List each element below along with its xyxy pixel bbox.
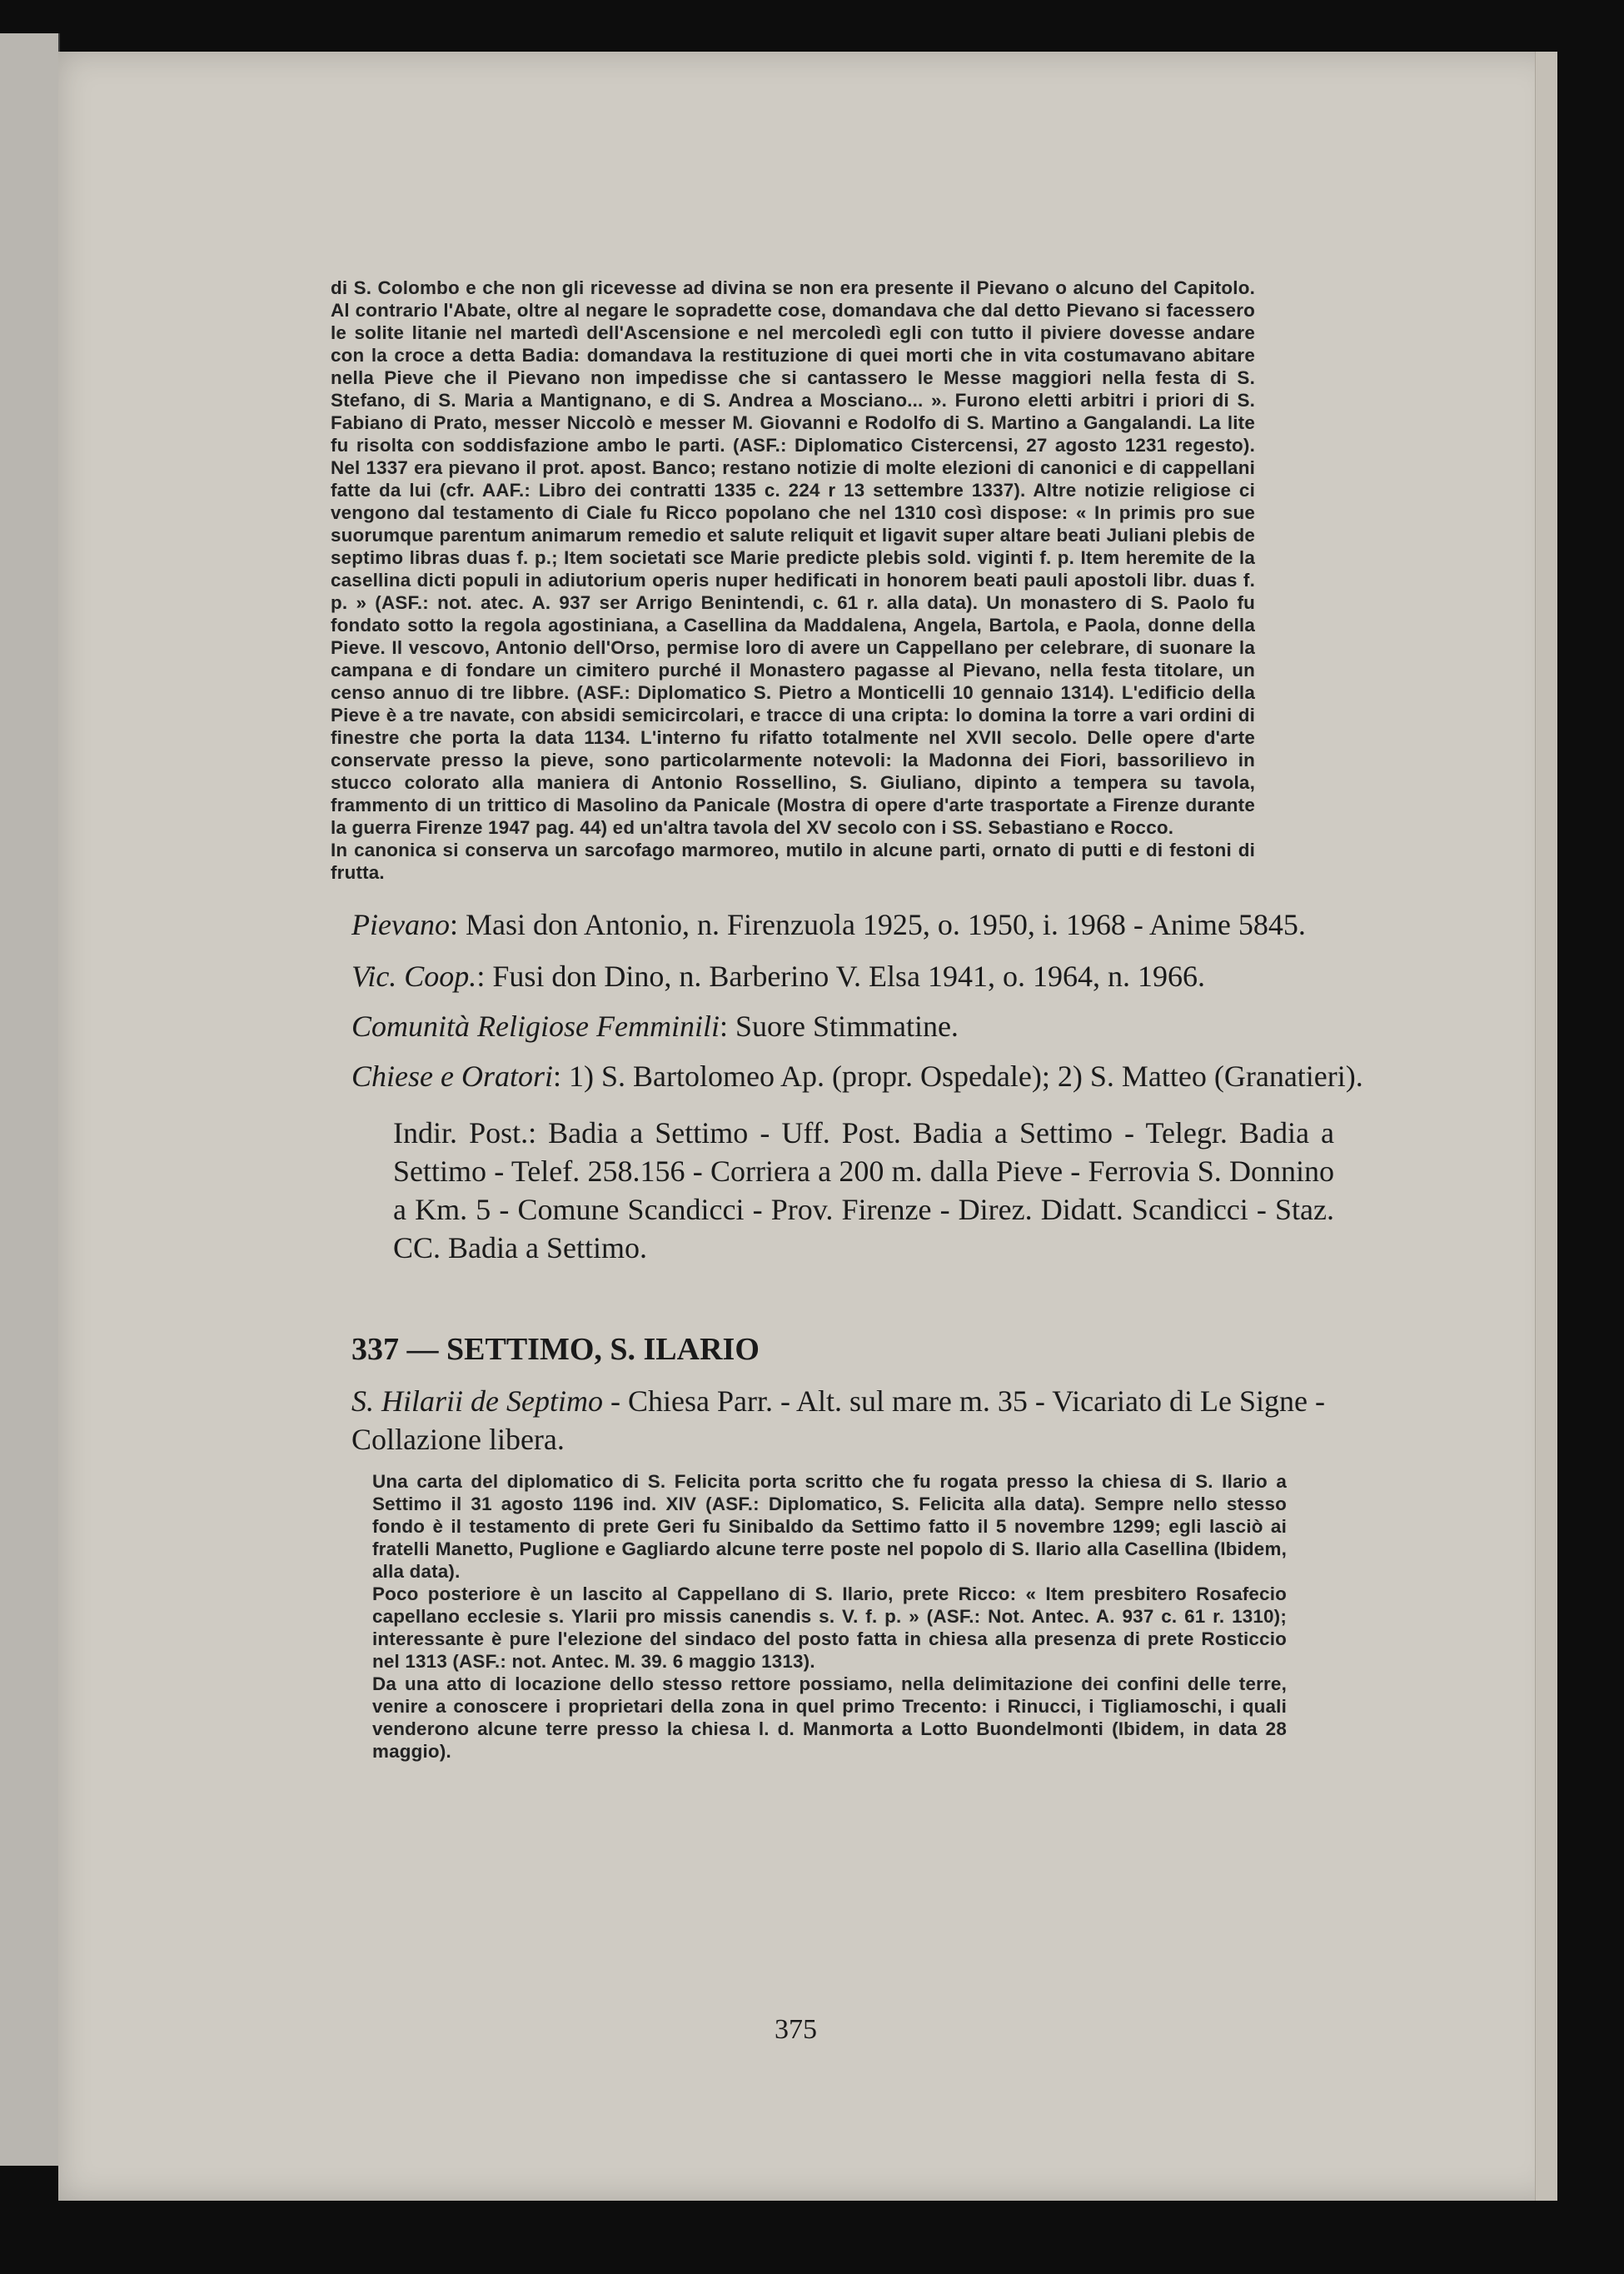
- chiese-entry: [351, 1057, 1367, 1095]
- vicario-entry: [351, 957, 1367, 995]
- comunita-label: Comunità Religiose Femminili: [351, 1010, 720, 1043]
- notes-block-1: [331, 277, 1255, 884]
- section-heading: 337 — SETTIMO, S. ILARIO: [351, 1332, 760, 1367]
- subtitle-text: - Chiesa Parr. - Alt. sul mare m. 35 - Vicariato di Le Signe - Collazione libera.: [351, 1384, 1325, 1456]
- subtitle-label: S. Hilarii de Septimo: [351, 1384, 603, 1418]
- notes-paragraph: In canonica si conserva un sarcofago marmoreo, mutilo in alcune parti, ornato di putti e di festoni di frutta.: [331, 840, 1255, 883]
- pievano-entry: [351, 905, 1367, 944]
- page-edge: [1535, 52, 1557, 2201]
- notes-paragraph: Poco posteriore è un lascito al Cappellano di S. Ilario, prete Ricco: « Item presbitero Rosafecio capellano ecclesie s. Ylarii pro missis canendis s. V. f. p. » (ASF.: Not. Antec. A. 937 c. 61 r. 1310); interessante è pure l'elezione del sindaco del posto fatta in chiesa alla presenza di prete Rosticcio nel 1313 (ASF.: not. Antec. M. 39. 6 maggio 1313).: [372, 1583, 1287, 1672]
- vicario-text: : Fusi don Dino, n. Barberino V. Elsa 1941, o. 1964, n. 1966.: [476, 960, 1205, 993]
- vicario-label: Vic. Coop.: [351, 960, 477, 993]
- book-page: [58, 52, 1557, 2201]
- notes-block-2: [372, 1470, 1287, 1763]
- pievano-text: : Masi don Antonio, n. Firenzuola 1925, o. 1950, i. 1968 - Anime 5845.: [449, 908, 1306, 941]
- section-subtitle: [351, 1382, 1367, 1459]
- facing-page-edge: [0, 33, 60, 2166]
- notes-paragraph: Da una atto di locazione dello stesso rettore possiamo, nella delimitazione dei confini delle terre, venire a conoscere i proprietari della zona in quel primo Trecento: i Rinucci, i Tigliamoschi, i quali venderono alcune terre presso la chiesa l. d. Manmorta a Lotto Buondelmonti (Ibidem, in data 28 maggio).: [372, 1673, 1287, 1762]
- notes-paragraph: di S. Colombo e che non gli ricevesse ad divina se non era presente il Pievano o alcuno del Capitolo. Al contrario l'Abate, oltre al negare le sopradette cose, domandava che dal detto Pievano si facessero le solite litanie nel martedì dell'Ascensione e nel mercoledì egli con tutto il piviere dovesse andare con la croce a detta Badia: domandava la restituzione di quei morti che in vita costumavano abitare nella Pieve che il Pievano non impedisse che si cantassero le Messe maggiori nella festa di S. Stefano, di S. Maria a Mantignano, e di S. Andrea a Mosciano... ». Furono eletti arbitri i priori di S. Fabiano di Prato, messer Niccolò e messer M. Giovanni e Rodolfo di S. Martino a Gangalandi. La lite fu risolta con soddisfazione ambo le parti. (ASF.: Diplomatico Cistercensi, 27 agosto 1231 regesto). Nel 1337 era pievano il prot. apost. Banco; restano notizie di molte elezioni di canonici e di cappellani fatte da lui (cfr. AAF.: Libro dei contratti 1335 c. 224 r 13 settembre 1337). Altre notizie religiose ci vengono dal testamento di Ciale fu Ricco popolano che nel 1310 così dispose: « In primis pro sue suorumque parentum animarum remedio et salute reliquit et ligavit super altare beati Juliani plebis de septimo libras duas f. p.; Item societati sce Marie predicte plebis sold. viginti f. p. Item heremite de la casellina dicti populi in adiutorium operis nuper hedificati in honorem beati pauli apostoli libr. duas f. p. » (ASF.: not. atec. A. 937 ser Arrigo Benintendi, c. 61 r. alla data). Un monastero di S. Paolo fu fondato sotto la regola agostiniana, a Casellina da Maddalena, Angela, Bartola, e Paola, donne della Pieve. Il vescovo, Antonio dell'Orso, permise loro di avere un Cappellano per celebrare, di suonare la campana e di fondare un cimitero purché il Monastero pagasse al Pievano, nella festa titolare, un censo annuo di tre libbre. (ASF.: Diplomatico S. Pietro a Monticelli 10 gennaio 1314). L'edificio della Pieve è a tre navate, con absidi semicircolari, e tracce di una cripta: lo domina la torre a vari ordini di finestre che porta la data 1134. L'interno fu rifatto totalmente nel XVII secolo. Delle opere d'arte conservate presso la pieve, sono particolarmente notevoli: la Madonna dei Fiori, bassorilievo in stucco colorato alla maniera di Antonio Rossellino, S. Giuliano, dipinto a tempera su tavola, frammento di un trittico di Masolino da Panicale (Mostra di opere d'arte trasportate a Firenze durante la guerra Firenze 1947 pag. 44) ed un'altra tavola del XV secolo con i SS. Sebastiano e Rocco.: [331, 277, 1255, 838]
- chiese-text: : 1) S. Bartolomeo Ap. (propr. Ospedale); 2) S. Matteo (Granatieri).: [552, 1060, 1363, 1093]
- address-entry: Indir. Post.: Badia a Settimo - Uff. Post. Badia a Settimo - Telegr. Badia a Settimo - Telef. 258.156 - Corriera a 200 m. dalla Pieve - Ferrovia S. Donnino a Km. 5 - Comune Scandicci - Prov. Firenze - Direz. Didatt. Scandicci - Staz. CC. Badia a Settimo.: [393, 1116, 1334, 1264]
- page-number: 375: [775, 2014, 817, 2045]
- notes-paragraph: Una carta del diplomatico di S. Felicita porta scritto che fu rogata presso la chiesa di S. Ilario a Settimo il 31 agosto 1196 ind. XIV (ASF.: Diplomatico, S. Felicita alla data). Sempre nello stesso fondo è il testamento di prete Geri fu Sinibaldo da Settimo fatto il 5 novembre 1299; egli lasciò ai fratelli Manetto, Puglione e Gagliardo alcune terre poste nel popolo di S. Ilario alla Casellina (Ibidem, alla data).: [372, 1471, 1287, 1582]
- pievano-label: Pievano: [351, 908, 450, 941]
- comunita-text: : Suore Stimmatine.: [719, 1010, 959, 1043]
- chiese-label: Chiese e Oratori: [351, 1060, 553, 1093]
- page-content: [293, 277, 1363, 1763]
- comunita-entry: [351, 1007, 1367, 1045]
